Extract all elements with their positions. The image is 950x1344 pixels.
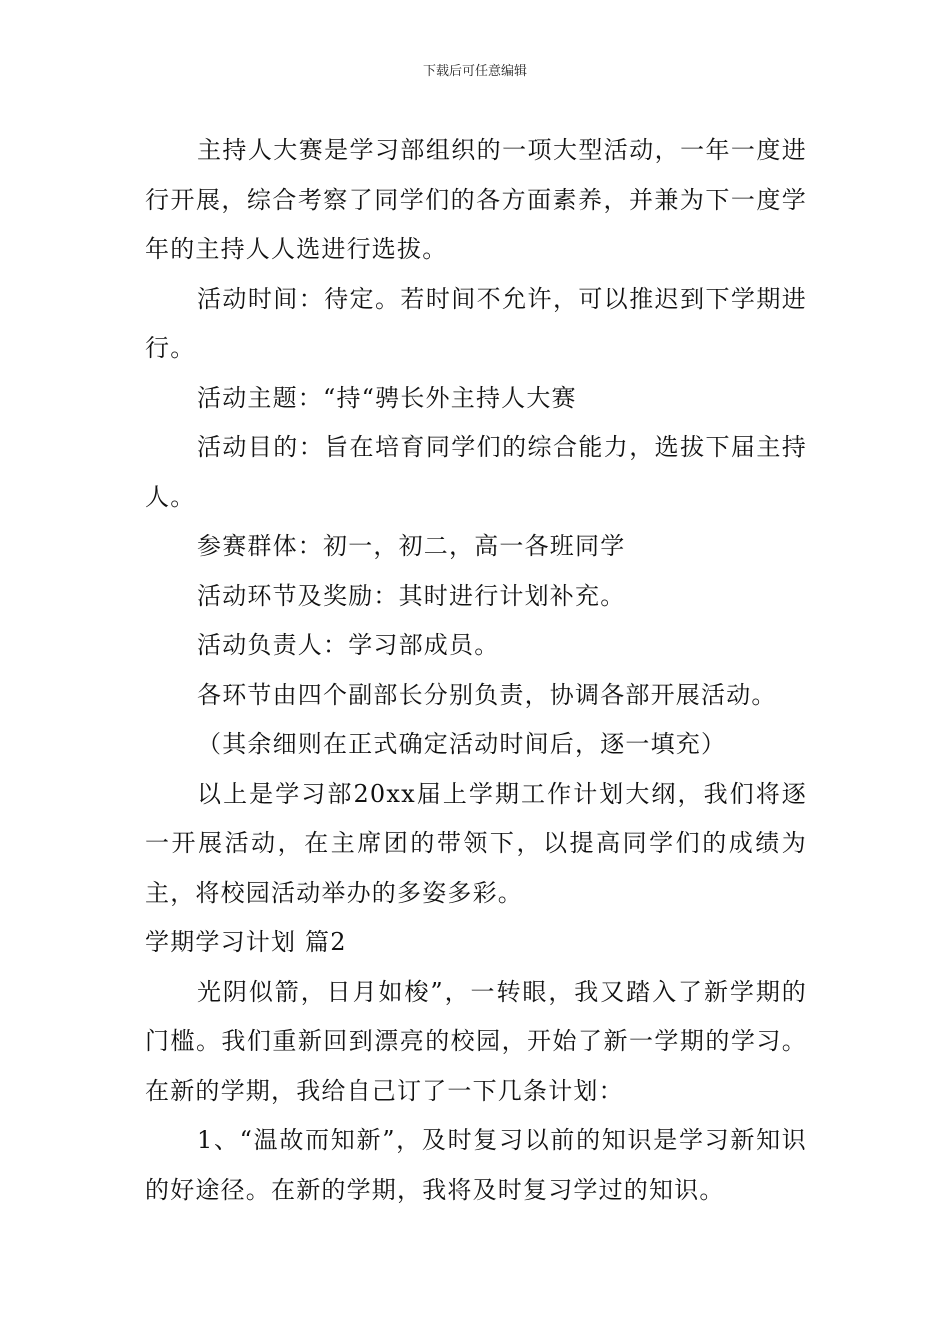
paragraph-activity-theme: 活动主题：“持“骋长外主持人大赛 bbox=[197, 383, 577, 412]
section-heading: 学期学习计划 篇2 bbox=[145, 928, 347, 956]
paragraph-remaining-details: （其余细则在正式确定活动时间后，逐一填充） bbox=[197, 730, 727, 758]
document-body bbox=[145, 126, 807, 1215]
paragraph-activity-purpose: 活动目的：旨在培育同学们的综合能力，选拔下届主持人。 bbox=[145, 433, 807, 511]
paragraph-coordination: 各环节由四个副部长分别负责，协调各部开展活动。 bbox=[197, 680, 777, 709]
paragraph-summary: 以上是学习部20xx届上学期工作计划大纲，我们将逐一开展活动，在主席团的带领下，以提高同学们的成绩为主，将校园活动举办的多姿多彩。 bbox=[145, 779, 807, 907]
paragraph-sessions-awards: 活动环节及奖励：其时进行计划补充。 bbox=[197, 581, 626, 610]
page-header: 下载后可任意编辑 bbox=[422, 64, 527, 79]
paragraph-new-semester: 光阴似箭，日月如梭”，一转眼，我又踏入了新学期的门槛。我们重新回到漂亮的校园，开始了新一学期的学习。在新的学期，我给自己订了一下几条计划： bbox=[145, 977, 807, 1105]
paragraph-activity-time: 活动时间：待定。若时间不允许，可以推迟到下学期进行。 bbox=[145, 284, 807, 362]
paragraph-participants: 参赛群体：初一，初二，高一各班同学 bbox=[197, 532, 626, 560]
paragraph-host-contest-intro: 主持人大赛是学习部组织的一项大型活动，一年一度进行开展，综合考察了同学们的各方面素养，并兼为下一度学年的主持人人选进行选拔。 bbox=[145, 136, 807, 263]
paragraph-responsible-person: 活动负责人：学习部成员。 bbox=[197, 631, 500, 659]
paragraph-plan-item-1: 1、“温故而知新”，及时复习以前的知识是学习新知识的好途径。在新的学期，我将及时复习学过的知识。 bbox=[145, 1126, 807, 1204]
